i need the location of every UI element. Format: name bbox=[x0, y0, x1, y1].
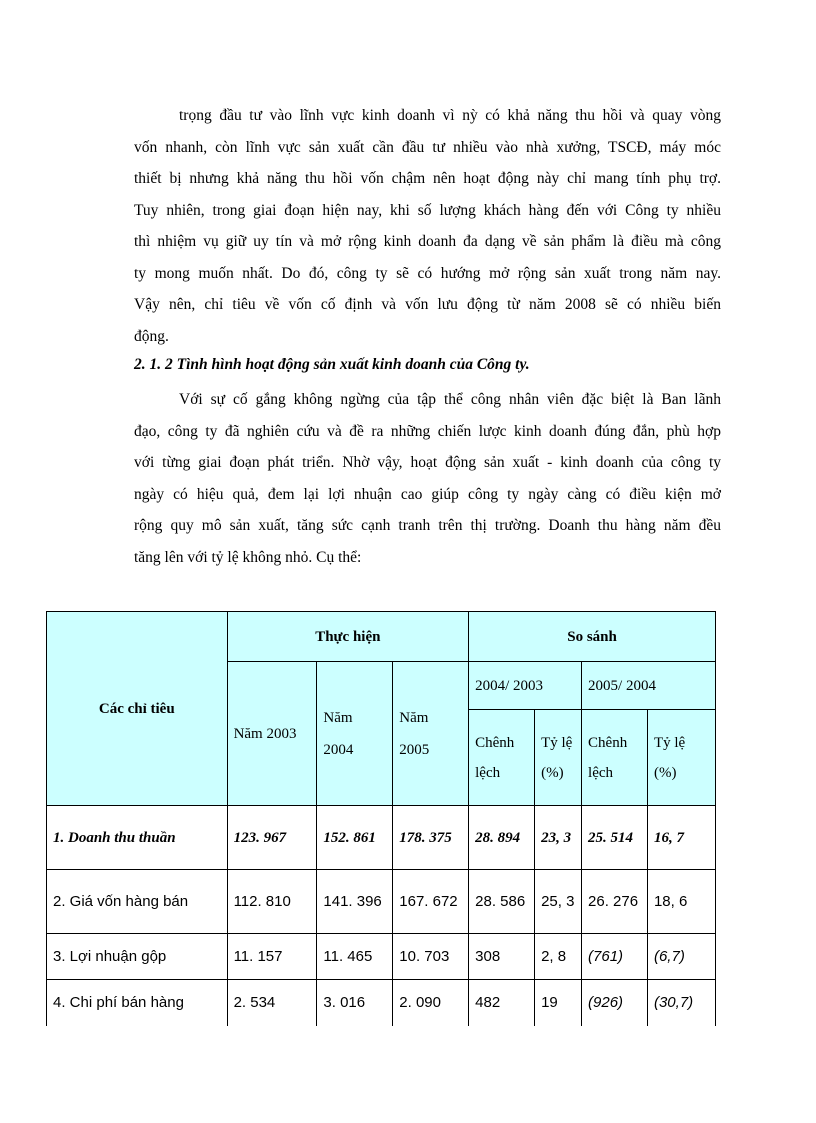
section-heading: 2. 1. 2 Tình hình hoạt động sản xuất kinh doanh của Công ty. bbox=[134, 356, 530, 373]
row-label: 2. Giá vốn hàng bán bbox=[47, 870, 228, 934]
header-diff-1: Chênh lệch bbox=[469, 710, 535, 806]
cell-rate-1: 23, 3 bbox=[535, 806, 582, 870]
cell-rate-1: 2, 8 bbox=[535, 934, 582, 980]
header-year-2005: Năm 2005 bbox=[393, 662, 469, 806]
header-compare: So sánh bbox=[469, 612, 716, 662]
table-row bbox=[47, 980, 716, 1026]
header-rate-1: Tỷ lệ (%) bbox=[535, 710, 582, 806]
text-line: Vậy nên, chỉ tiêu về vốn cố định và vốn lưu động từ năm 2008 sẽ có nhiều biến bbox=[134, 296, 721, 313]
cell-diff-2: 26. 276 bbox=[582, 870, 648, 934]
header-period-2004-2003: 2004/ 2003 bbox=[469, 662, 582, 710]
cell-rate-2: 16, 7 bbox=[647, 806, 715, 870]
row-label: 1. Doanh thu thuần bbox=[47, 806, 228, 870]
cell-2003: 2. 534 bbox=[227, 980, 317, 1026]
cell-diff-2: (926) bbox=[582, 980, 648, 1026]
header-rate-2: Tỷ lệ (%) bbox=[647, 710, 715, 806]
cell-2005: 178. 375 bbox=[393, 806, 469, 870]
text-line: vốn nhanh, còn lĩnh vực sản xuất cần đầu tư nhiều vào nhà xưởng, TSCĐ, máy móc bbox=[134, 138, 721, 156]
text-line: thì nhiệm vụ giữ uy tín và mở rộng kinh doanh đa dạng về sản phẩm là điều mà công bbox=[134, 233, 721, 250]
text-line: thiết bị nhưng khả năng thu hồi vốn chậm nên hoạt động này chỉ mang tính phụ trợ. bbox=[134, 170, 721, 187]
text-line: Tuy nhiên, trong giai đoạn hiện nay, khi số lượng khách hàng đến với Công ty nhiều bbox=[134, 201, 721, 219]
text-line: rộng quy mô sản xuất, tăng sức cạnh tranh trên thị trường. Doanh thu hàng năm đều bbox=[134, 517, 721, 534]
table-row bbox=[47, 806, 716, 870]
text-line: ty mong muốn nhất. Do đó, công ty sẽ có hướng mở rộng sản xuất trong năm nay. bbox=[134, 264, 721, 282]
cell-rate-2: (30,7) bbox=[647, 980, 715, 1026]
row-label: 3. Lợi nhuận gộp bbox=[47, 934, 228, 980]
cell-diff-1: 28. 586 bbox=[469, 870, 535, 934]
cell-2003: 11. 157 bbox=[227, 934, 317, 980]
cell-rate-2: (6,7) bbox=[647, 934, 715, 980]
header-indicators: Các chỉ tiêu bbox=[47, 612, 228, 806]
cell-2003: 123. 967 bbox=[227, 806, 317, 870]
cell-rate-1: 25, 3 bbox=[535, 870, 582, 934]
header-diff-2: Chênh lệch bbox=[582, 710, 648, 806]
business-results-table bbox=[46, 611, 716, 1026]
cell-rate-2: 18, 6 bbox=[647, 870, 715, 934]
cell-2005: 10. 703 bbox=[393, 934, 469, 980]
cell-2004: 11. 465 bbox=[317, 934, 393, 980]
cell-2004: 152. 861 bbox=[317, 806, 393, 870]
text-line: trọng đầu tư vào lĩnh vực kinh doanh vì nỳ có khả năng thu hồi và quay vòng bbox=[179, 107, 721, 124]
text-line: đạo, công ty đã nghiên cứu và đề ra những chiến lược kinh doanh đúng đắn, phù hợp bbox=[134, 422, 721, 440]
text-line: tăng lên với tỷ lệ không nhỏ. Cụ thể: bbox=[134, 548, 362, 566]
header-period-2005-2004: 2005/ 2004 bbox=[582, 662, 716, 710]
table-row bbox=[47, 934, 716, 980]
text-line: Với sự cố gắng không ngừng của tập thể công nhân viên đặc biệt là Ban lãnh bbox=[179, 391, 721, 408]
table-row bbox=[47, 870, 716, 934]
cell-2004: 141. 396 bbox=[317, 870, 393, 934]
paragraph-investment bbox=[134, 100, 721, 352]
cell-2005: 167. 672 bbox=[393, 870, 469, 934]
text-line: với từng giai đoạn phát triển. Nhờ vậy, hoạt động sản xuất - kinh doanh của công ty bbox=[134, 454, 721, 471]
cell-diff-1: 28. 894 bbox=[469, 806, 535, 870]
cell-diff-1: 308 bbox=[469, 934, 535, 980]
text-line: động. bbox=[134, 327, 169, 345]
cell-diff-2: 25. 514 bbox=[582, 806, 648, 870]
cell-2005: 2. 090 bbox=[393, 980, 469, 1026]
cell-diff-1: 482 bbox=[469, 980, 535, 1026]
cell-2003: 112. 810 bbox=[227, 870, 317, 934]
paragraph-business-results bbox=[134, 384, 721, 573]
cell-diff-2: (761) bbox=[582, 934, 648, 980]
cell-rate-1: 19 bbox=[535, 980, 582, 1026]
cell-2004: 3. 016 bbox=[317, 980, 393, 1026]
row-label: 4. Chi phí bán hàng bbox=[47, 980, 228, 1026]
header-year-2004: Năm 2004 bbox=[317, 662, 393, 806]
text-line: ngày có hiệu quả, đem lại lợi nhuận cao giúp công ty ngày càng có điều kiện mở bbox=[134, 485, 721, 503]
header-actual: Thực hiện bbox=[227, 612, 469, 662]
header-year-2003: Năm 2003 bbox=[227, 662, 317, 806]
